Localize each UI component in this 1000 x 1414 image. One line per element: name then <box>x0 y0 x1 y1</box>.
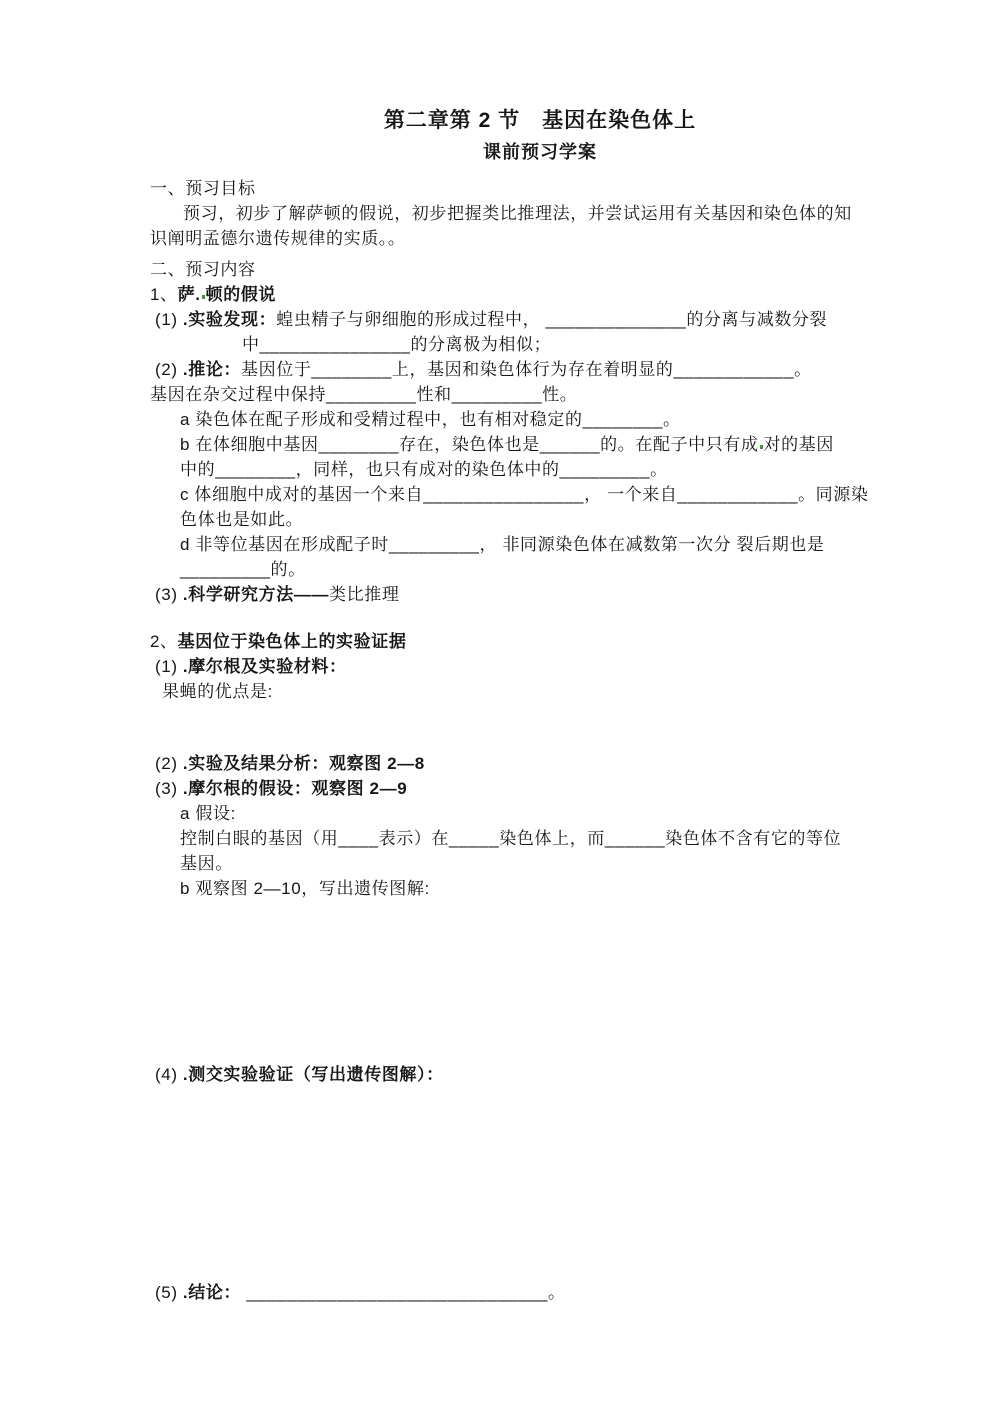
document-lines <box>150 176 900 1305</box>
heading-experimental-evidence <box>150 629 900 654</box>
item-1-experiment-finding <box>155 307 900 332</box>
text-segment: (4) <box>155 1065 183 1084</box>
text-segment: 一、预习目标 <box>150 179 256 198</box>
text-segment: (1) <box>155 657 183 676</box>
text-segment: b 观察图 2—10，写出遗传图解: <box>180 879 430 898</box>
heading-sutton-hypothesis <box>150 282 900 307</box>
item-1-continuation <box>242 332 900 357</box>
goal-paragraph-line-1 <box>183 201 900 226</box>
sub-item-b-continuation <box>180 457 900 482</box>
sub-item-b-diagram <box>180 876 900 901</box>
item-2-continuation <box>150 382 900 407</box>
text-segment: .测交实验验证（写出遗传图解）： <box>182 1065 444 1084</box>
text-segment: (2) <box>155 360 183 379</box>
page-title: 第二章第 2 节 基因在染色体上 <box>383 109 697 132</box>
text-segment: 对的基因 <box>763 435 834 454</box>
text-segment: 基因位于________上，基因和染色体行为存在着明显的____________。 <box>241 360 812 379</box>
text-segment: 二、预习内容 <box>150 260 256 279</box>
heading-preview-goal <box>150 176 900 201</box>
text-segment: 基因在杂交过程中保持_________性和_________性。 <box>150 385 578 404</box>
sub-item-a-hypothesis <box>180 801 900 826</box>
text-segment: 识阐明孟德尔遗传规律的实质。。 <box>150 229 406 248</box>
text-segment: .摩尔根的假设：观察图 2—9 <box>182 779 408 798</box>
text-segment: 类比推理 <box>329 585 400 604</box>
text-segment: a 染色体在配子形成和受精过程中，也有相对稳定的________。 <box>180 410 681 429</box>
text-segment: (2) <box>155 754 183 773</box>
item-3-research-method <box>155 582 900 607</box>
text-segment: .摩尔根及实验材料： <box>182 657 347 676</box>
heading-preview-content <box>150 257 900 282</box>
text-segment: .推论： <box>182 360 242 379</box>
text-segment: ______________________________ <box>241 1283 548 1302</box>
hypothesis-statement-line-2 <box>180 851 900 876</box>
text-segment: 。 <box>548 1283 566 1302</box>
text-segment: 基因位于染色体上的实验证据 <box>177 632 407 651</box>
text-segment: .结论： <box>182 1283 242 1302</box>
text-segment: .科学研究方法—— <box>182 585 330 604</box>
text-segment: (1) <box>155 310 183 329</box>
text-segment: b 在体细胞中基因________存在，染色体也是______的。在配子中只有成 <box>180 435 759 454</box>
hypothesis-statement-line-1 <box>180 826 900 851</box>
text-segment: 预习，初步了解萨顿的假说，初步把握类比推理法，并尝试运用有关基因和染色体的知 <box>183 204 852 223</box>
spellcheck-mark-icon <box>202 295 205 299</box>
text-segment: 的分离与减数分裂 <box>686 310 828 329</box>
text-segment: _______________ <box>259 335 411 354</box>
text-segment: ______________ <box>545 310 687 329</box>
fruit-fly-advantages <box>162 679 900 704</box>
text-segment: 的分离极为相似； <box>410 335 552 354</box>
sub-item-d-continuation <box>180 557 900 582</box>
text-segment: (3) <box>155 585 183 604</box>
item-5-conclusion <box>155 1280 900 1305</box>
text-segment: c 体细胞中成对的基因一个来自________________， 一个来自____________。同源染 <box>180 485 869 504</box>
text-segment: .实验及结果分析：观察图 2—8 <box>182 754 425 773</box>
text-segment: d 非等位基因在形成配子时_________， 非同源染色体在减数第一次分 裂后期也是 <box>180 535 825 554</box>
sub-item-c-gene-origin <box>180 482 900 507</box>
sub-item-d-nonallelic <box>180 532 900 557</box>
page-subtitle: 课前预习学案 <box>483 142 597 162</box>
text-segment: 2、 <box>150 632 178 651</box>
item-2-experiment-analysis <box>155 751 900 776</box>
text-segment: a 假设: <box>180 804 236 823</box>
text-segment: (3) <box>155 779 183 798</box>
doc-header <box>40 0 1000 166</box>
text-segment: (5) <box>155 1283 183 1302</box>
goal-paragraph-line-2 <box>150 226 900 251</box>
text-segment: 色体也是如此。 <box>180 510 304 529</box>
text-segment: . <box>195 285 201 304</box>
item-1-morgan-materials <box>155 654 900 679</box>
sub-item-b-gene-pairs <box>180 432 900 457</box>
spellcheck-mark-icon <box>760 445 763 449</box>
text-segment: 中的________，同样，也只有成对的染色体中的_________。 <box>180 460 668 479</box>
sub-item-c-continuation <box>180 507 900 532</box>
text-segment: 基因。 <box>180 854 233 873</box>
text-segment: 顿的假说 <box>205 285 276 304</box>
item-2-inference <box>155 357 900 382</box>
text-segment: 中 <box>242 335 260 354</box>
item-3-morgan-hypothesis <box>155 776 900 801</box>
item-4-test-cross <box>155 1062 900 1087</box>
text-segment: 萨 <box>177 285 196 304</box>
text-segment: .实验发现： <box>182 310 277 329</box>
text-segment: 果蝇的优点是: <box>162 682 273 701</box>
text-segment: _________的。 <box>180 560 306 579</box>
sub-item-a-chromosome <box>180 407 900 432</box>
text-segment: 控制白眼的基因（用____表示）在_____染色体上，而______染色体不含有它的等位 <box>180 829 842 848</box>
text-segment: 1、 <box>150 285 178 304</box>
text-segment: 蝗虫精子与卵细胞的形成过程中， <box>276 310 546 329</box>
